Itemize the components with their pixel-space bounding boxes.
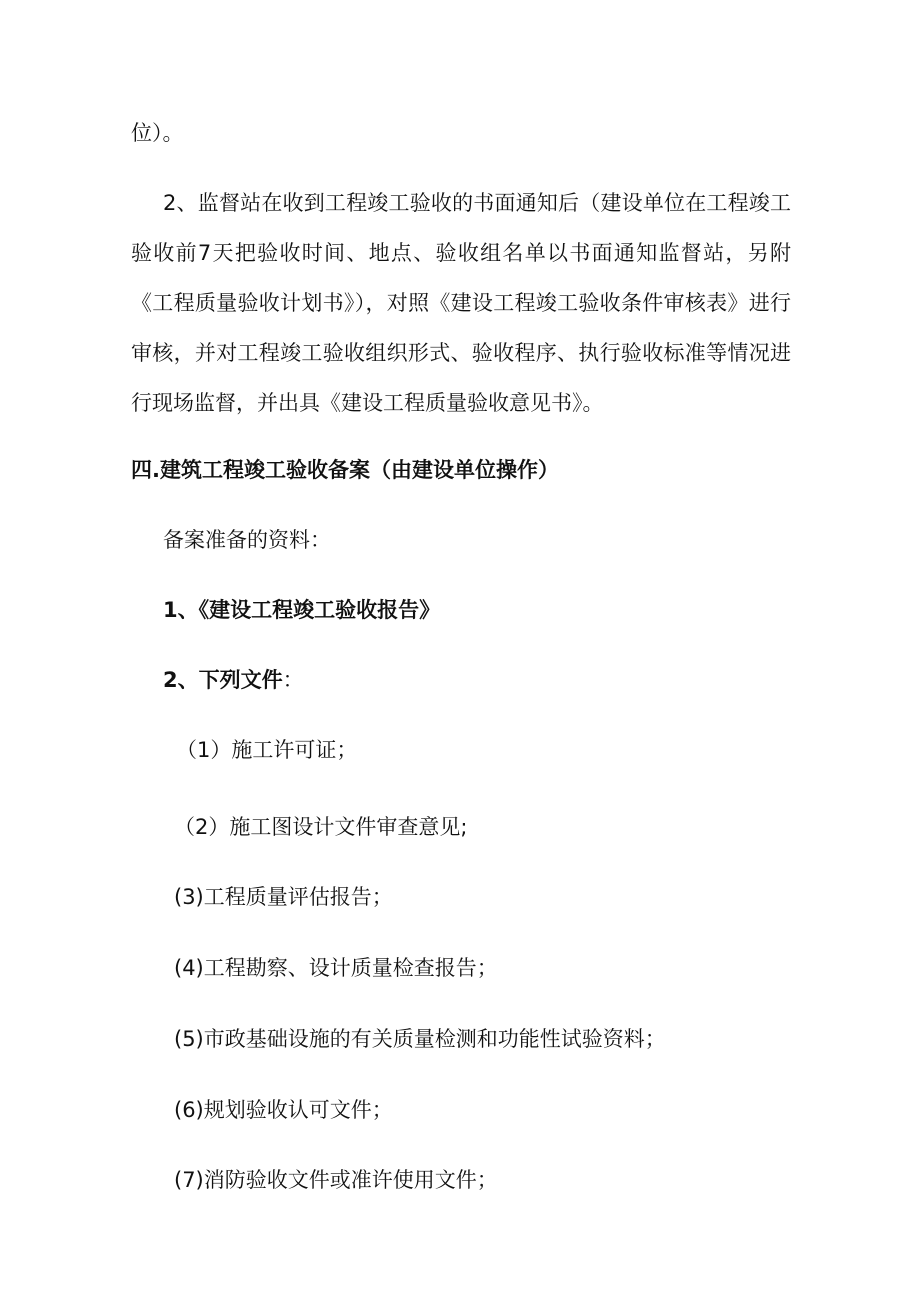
sub-item-7: (7)消防验收文件或准许使用文件； — [174, 1168, 498, 1192]
sub-item-5: (5)市政基础设施的有关质量检测和功能性试验资料； — [174, 1027, 666, 1051]
sub-item-6: (6)规划验收认可文件； — [174, 1098, 393, 1122]
paragraph-2: 2、监督站在收到工程竣工验收的书面通知后（建设单位在工程竣工验收前7天把验收时间、地点、验收组名单以书面通知监督站，另附《工程质量验收计划书》），对照《建设工程竣工验收条件审核表》进行审核，并对工程竣工验收组织形式、验收程序、执行验收标准等情况进行现场监督，并出具《建设工程质量验收意见书》。 — [131, 191, 791, 415]
list-item-2 — [163, 665, 304, 695]
section-heading-4: 四.建筑工程竣工验收备案（由建设单位操作） — [131, 458, 559, 482]
list-item-2-colon: ： — [282, 668, 304, 692]
list-item-1: 1、《建设工程竣工验收报告》 — [163, 598, 441, 622]
sub-item-1: （1）施工许可证； — [176, 738, 358, 762]
continuation-text: 位）。 — [131, 121, 184, 145]
sub-item-4: (4)工程勘察、设计质量检查报告； — [174, 956, 498, 980]
sub-item-3: (3)工程质量评估报告； — [174, 885, 393, 909]
sub-item-2: （2）施工图设计文件审查意见; — [174, 815, 468, 839]
list-item-2-label: 2、下列文件 — [163, 668, 283, 692]
prep-label: 备案准备的资料： — [163, 528, 331, 552]
